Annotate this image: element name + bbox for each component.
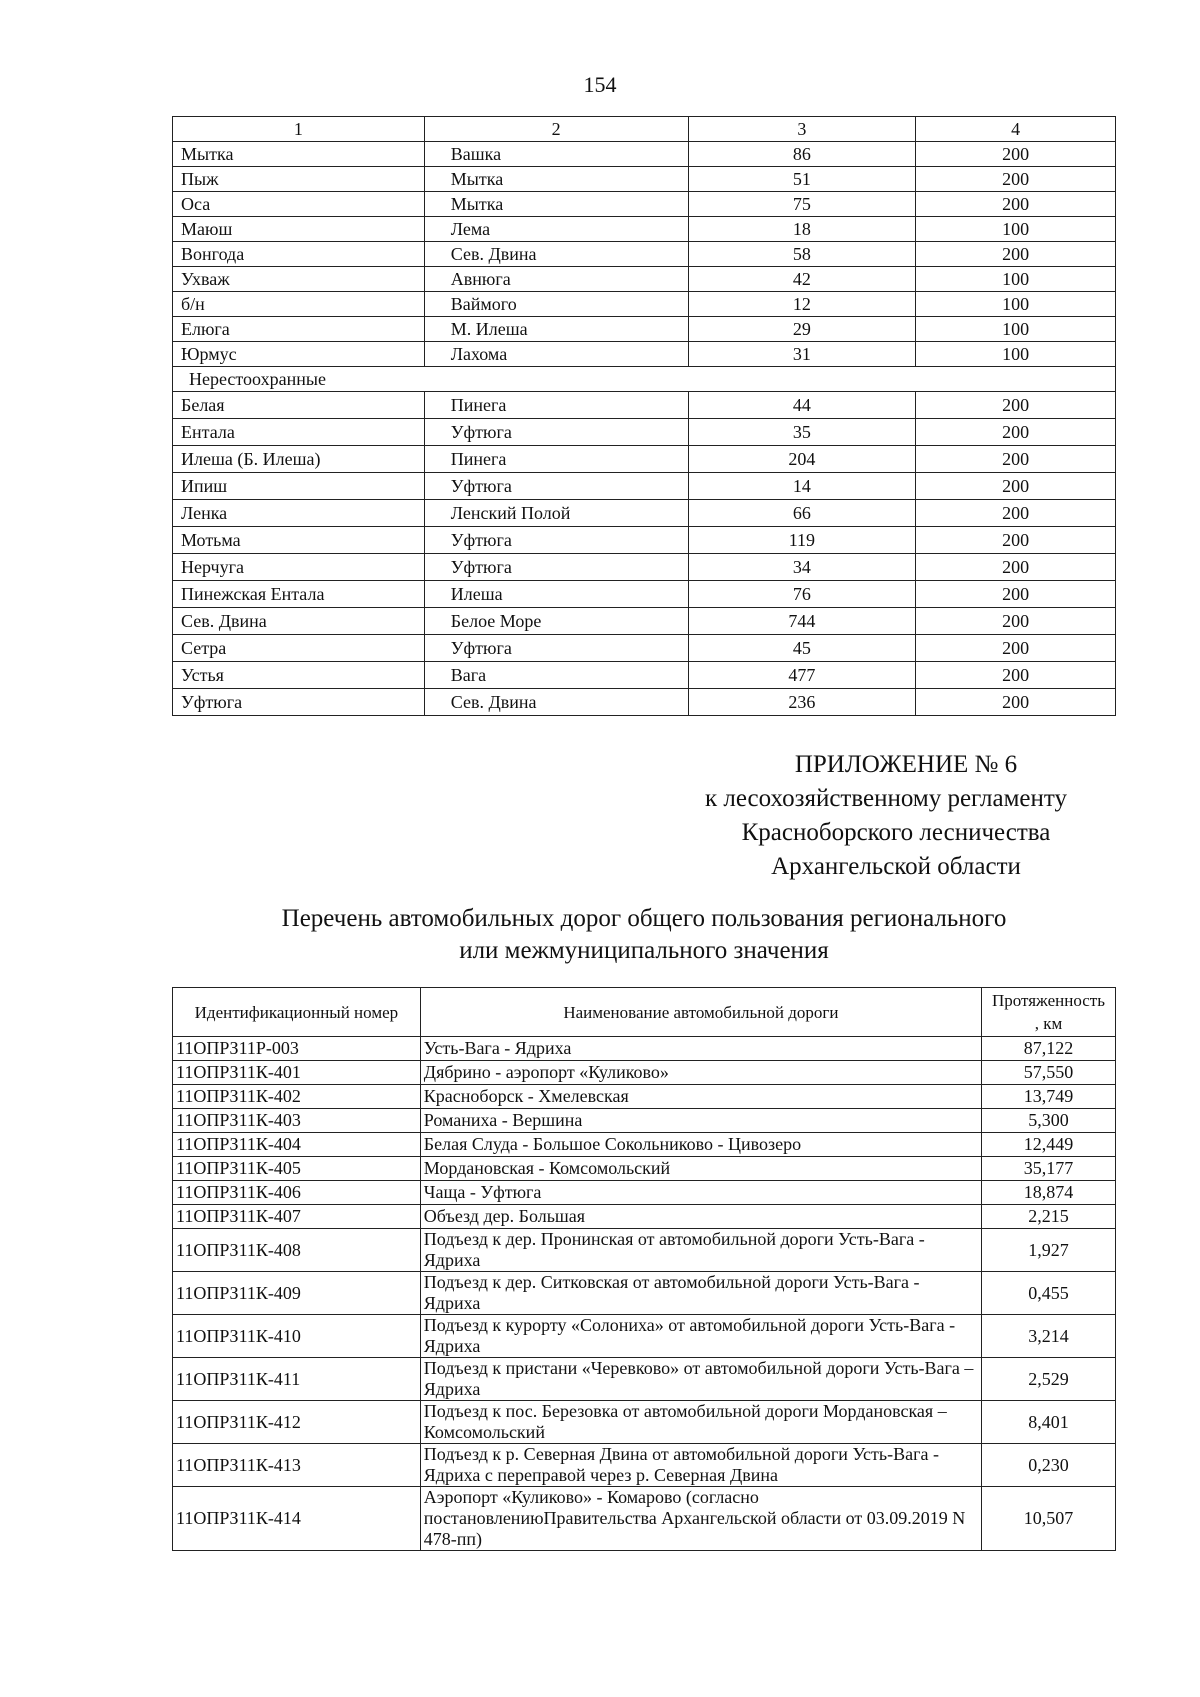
table-cell: 11ОПРЗ11К-403: [173, 1109, 421, 1133]
table-row: [173, 662, 1116, 689]
table-cell: 200: [916, 662, 1116, 689]
column-header: 4: [916, 117, 1116, 142]
table-cell: Мытка: [424, 167, 688, 192]
table-cell: 100: [916, 267, 1116, 292]
table-row: [173, 527, 1116, 554]
table-row: [173, 554, 1116, 581]
table-cell: Мытка: [173, 142, 425, 167]
table-cell: 8,401: [981, 1401, 1115, 1444]
table-cell: 14: [688, 473, 916, 500]
table-row: [173, 1181, 1116, 1205]
table-cell: Елюга: [173, 317, 425, 342]
table-cell: 11ОПРЗ11К-409: [173, 1272, 421, 1315]
table-row: [173, 292, 1116, 317]
table-cell: Усть-Вага - Ядриха: [420, 1037, 981, 1061]
table-cell: Пинега: [424, 446, 688, 473]
table-cell: 0,455: [981, 1272, 1115, 1315]
table-cell: М. Илеша: [424, 317, 688, 342]
table-row: [173, 317, 1116, 342]
table-cell: 100: [916, 217, 1116, 242]
table-cell: 100: [916, 292, 1116, 317]
table-cell: Уфтюга: [424, 473, 688, 500]
title-line-2: или межмуниципального значения: [459, 937, 829, 964]
table-row: [173, 1157, 1116, 1181]
table-row: [173, 1401, 1116, 1444]
table-cell: 11ОПРЗ11К-407: [173, 1205, 421, 1229]
table-cell: 12,449: [981, 1133, 1115, 1157]
table-cell: Уфтюга: [173, 689, 425, 716]
table-cell: Подъезд к дер. Ситковская от автомобильной дороги Усть-Вага - Ядриха: [420, 1272, 981, 1315]
table-cell: 200: [916, 473, 1116, 500]
table-cell: 76: [688, 581, 916, 608]
table-cell: 100: [916, 317, 1116, 342]
table-cell: 11ОПРЗ11К-405: [173, 1157, 421, 1181]
column-header: 3: [688, 117, 916, 142]
table-cell: 2,529: [981, 1358, 1115, 1401]
table-cell: 200: [916, 554, 1116, 581]
table-cell: 11ОПРЗ11К-410: [173, 1315, 421, 1358]
table-cell: Ваймого: [424, 292, 688, 317]
table-cell: Илеша (Б. Илеша): [173, 446, 425, 473]
table-cell: 744: [688, 608, 916, 635]
table-cell: Лахома: [424, 342, 688, 367]
table-cell: Устья: [173, 662, 425, 689]
table-cell: 11ОПРЗ11К-414: [173, 1487, 421, 1551]
table-cell: 75: [688, 192, 916, 217]
table-cell: 35,177: [981, 1157, 1115, 1181]
column-header-length: Протяженность , км: [981, 988, 1115, 1037]
column-header-name: Наименование автомобильной дороги: [420, 988, 981, 1037]
roads-table-body: [173, 988, 1116, 1551]
table-cell: Уфтюга: [424, 554, 688, 581]
table-cell: Пинега: [424, 392, 688, 419]
table-cell: Вонгода: [173, 242, 425, 267]
table-cell: 11ОПРЗ11К-402: [173, 1085, 421, 1109]
table-cell: 45: [688, 635, 916, 662]
table-row: [173, 242, 1116, 267]
table-cell: Ентала: [173, 419, 425, 446]
table-row: [173, 1229, 1116, 1272]
table-row: [173, 1085, 1116, 1109]
table-cell: 200: [916, 608, 1116, 635]
table-cell: 18,874: [981, 1181, 1115, 1205]
title-line-1: Перечень автомобильных дорог общего пользования регионального: [281, 905, 1007, 932]
table-cell: 200: [916, 689, 1116, 716]
table-cell: 204: [688, 446, 916, 473]
rivers-table-body: [173, 117, 1116, 716]
column-header: 2: [424, 117, 688, 142]
table-cell: 18: [688, 217, 916, 242]
table-cell: Дябрино - аэропорт «Куликово»: [420, 1061, 981, 1085]
table-cell: Подъезд к пристани «Черевково» от автомобильной дороги Усть-Вага – Ядриха: [420, 1358, 981, 1401]
table-cell: Романиха - Вершина: [420, 1109, 981, 1133]
table-row: [173, 419, 1116, 446]
appendix-line-4: Архангельской области: [771, 853, 1021, 880]
table-row: [173, 1061, 1116, 1085]
table-cell: Белая: [173, 392, 425, 419]
table-cell: 11ОПРЗ11К-411: [173, 1358, 421, 1401]
table-cell: 51: [688, 167, 916, 192]
table-cell: Белое Море: [424, 608, 688, 635]
rivers-table: [172, 116, 1116, 716]
table-cell: 200: [916, 192, 1116, 217]
table-cell: Вашка: [424, 142, 688, 167]
table-cell: Сетра: [173, 635, 425, 662]
table-cell: 87,122: [981, 1037, 1115, 1061]
table-cell: 236: [688, 689, 916, 716]
table-cell: 42: [688, 267, 916, 292]
column-header-id: Идентификационный номер: [173, 988, 421, 1037]
table-row: [173, 608, 1116, 635]
table-row: [173, 473, 1116, 500]
table-cell: 11ОПРЗ11К-408: [173, 1229, 421, 1272]
table-row: [173, 446, 1116, 473]
table-row: [173, 167, 1116, 192]
table-cell: Чаща - Уфтюга: [420, 1181, 981, 1205]
table-cell: Мордановская - Комсомольский: [420, 1157, 981, 1181]
table-row: [173, 267, 1116, 292]
table-cell: Уфтюга: [424, 527, 688, 554]
table-cell: Пыж: [173, 167, 425, 192]
table-row: [173, 1109, 1116, 1133]
table-cell: Ухваж: [173, 267, 425, 292]
table-cell: 11ОПРЗ11К-413: [173, 1444, 421, 1487]
roads-table: [172, 987, 1116, 1551]
table-header-row: [173, 988, 1116, 1037]
table-row: [173, 1444, 1116, 1487]
table-row: [173, 1315, 1116, 1358]
table-row: [173, 635, 1116, 662]
table-cell: 35: [688, 419, 916, 446]
table-header-row: [173, 117, 1116, 142]
table-row: [173, 1358, 1116, 1401]
table-cell: Илеша: [424, 581, 688, 608]
table-cell: Подъезд к пос. Березовка от автомобильной дороги Мордановская – Комсомольский: [420, 1401, 981, 1444]
table-cell: Ипиш: [173, 473, 425, 500]
table-cell: Сев. Двина: [424, 689, 688, 716]
table-cell: Юрмус: [173, 342, 425, 367]
table-row: [173, 217, 1116, 242]
table-cell: 200: [916, 142, 1116, 167]
table-cell: 200: [916, 500, 1116, 527]
table-cell: Маюш: [173, 217, 425, 242]
table-cell: 477: [688, 662, 916, 689]
table-cell: Сев. Двина: [173, 608, 425, 635]
table-cell: 12: [688, 292, 916, 317]
table-cell: 2,215: [981, 1205, 1115, 1229]
table-cell: 57,550: [981, 1061, 1115, 1085]
table-cell: 11ОПРЗ11К-404: [173, 1133, 421, 1157]
appendix-line-3: Красноборского лесничества: [741, 819, 1051, 846]
table-cell: Мотьма: [173, 527, 425, 554]
table-cell: 44: [688, 392, 916, 419]
table-row: [173, 192, 1116, 217]
table-cell: 100: [916, 342, 1116, 367]
table-cell: 200: [916, 527, 1116, 554]
table-cell: 5,300: [981, 1109, 1115, 1133]
table-row: [173, 1205, 1116, 1229]
table-row: [173, 142, 1116, 167]
table-cell: Уфтюга: [424, 635, 688, 662]
table-cell: Оса: [173, 192, 425, 217]
table-cell: 1,927: [981, 1229, 1115, 1272]
appendix-line-2: к лесохозяйственному регламенту: [704, 785, 1068, 812]
table-cell: 58: [688, 242, 916, 267]
column-header: 1: [173, 117, 425, 142]
table-cell: Объезд дер. Большая: [420, 1205, 981, 1229]
table-cell: 200: [916, 242, 1116, 267]
table-cell: 11ОПРЗ11Р-003: [173, 1037, 421, 1061]
table-cell: 3,214: [981, 1315, 1115, 1358]
roads-list-title: [172, 903, 1116, 967]
section-row: [173, 367, 1116, 392]
table-row: [173, 581, 1116, 608]
table-cell: 0,230: [981, 1444, 1115, 1487]
table-cell: 200: [916, 419, 1116, 446]
table-cell: 200: [916, 581, 1116, 608]
table-cell: 200: [916, 635, 1116, 662]
appendix-line-1: ПРИЛОЖЕНИЕ № 6: [794, 751, 1018, 778]
table-cell: Уфтюга: [424, 419, 688, 446]
table-row: [173, 392, 1116, 419]
table-cell: Мытка: [424, 192, 688, 217]
page-number: 154: [583, 72, 617, 97]
table-cell: б/н: [173, 292, 425, 317]
table-cell: 200: [916, 167, 1116, 192]
table-cell: Нерчуга: [173, 554, 425, 581]
appendix-heading: [676, 748, 1116, 884]
table-cell: 200: [916, 446, 1116, 473]
table-cell: Аэропорт «Куликово» - Комарово (согласно постановлениюПравительства Архангельской области от 03.09.2019 N 478-пп): [420, 1487, 981, 1551]
table-row: [173, 1037, 1116, 1061]
table-cell: Подъезд к курорту «Солониха» от автомобильной дороги Усть-Вага - Ядриха: [420, 1315, 981, 1358]
table-cell: 10,507: [981, 1487, 1115, 1551]
table-cell: Подъезд к р. Северная Двина от автомобильной дороги Усть-Вага - Ядриха с переправой через р. Северная Двина: [420, 1444, 981, 1487]
table-cell: 29: [688, 317, 916, 342]
table-cell: 11ОПРЗ11К-401: [173, 1061, 421, 1085]
table-cell: Лема: [424, 217, 688, 242]
table-cell: 31: [688, 342, 916, 367]
table-cell: Вага: [424, 662, 688, 689]
table-cell: 66: [688, 500, 916, 527]
table-row: [173, 1487, 1116, 1551]
table-cell: 34: [688, 554, 916, 581]
table-cell: 200: [916, 392, 1116, 419]
table-cell: Подъезд к дер. Пронинская от автомобильной дороги Усть-Вага - Ядриха: [420, 1229, 981, 1272]
table-cell: 119: [688, 527, 916, 554]
table-row: [173, 1133, 1116, 1157]
table-cell: 11ОПРЗ11К-406: [173, 1181, 421, 1205]
section-label: Нерестоохранные: [173, 367, 1116, 392]
table-cell: Ленский Полой: [424, 500, 688, 527]
table-cell: Авнюга: [424, 267, 688, 292]
table-row: [173, 500, 1116, 527]
table-row: [173, 1272, 1116, 1315]
table-cell: Пинежская Ентала: [173, 581, 425, 608]
table-cell: Красноборск - Хмелевская: [420, 1085, 981, 1109]
table-cell: Ленка: [173, 500, 425, 527]
table-cell: 11ОПРЗ11К-412: [173, 1401, 421, 1444]
table-row: [173, 689, 1116, 716]
table-row: [173, 342, 1116, 367]
table-cell: 13,749: [981, 1085, 1115, 1109]
table-cell: Сев. Двина: [424, 242, 688, 267]
table-cell: 86: [688, 142, 916, 167]
table-cell: Белая Слуда - Большое Сокольниково - Цивозеро: [420, 1133, 981, 1157]
